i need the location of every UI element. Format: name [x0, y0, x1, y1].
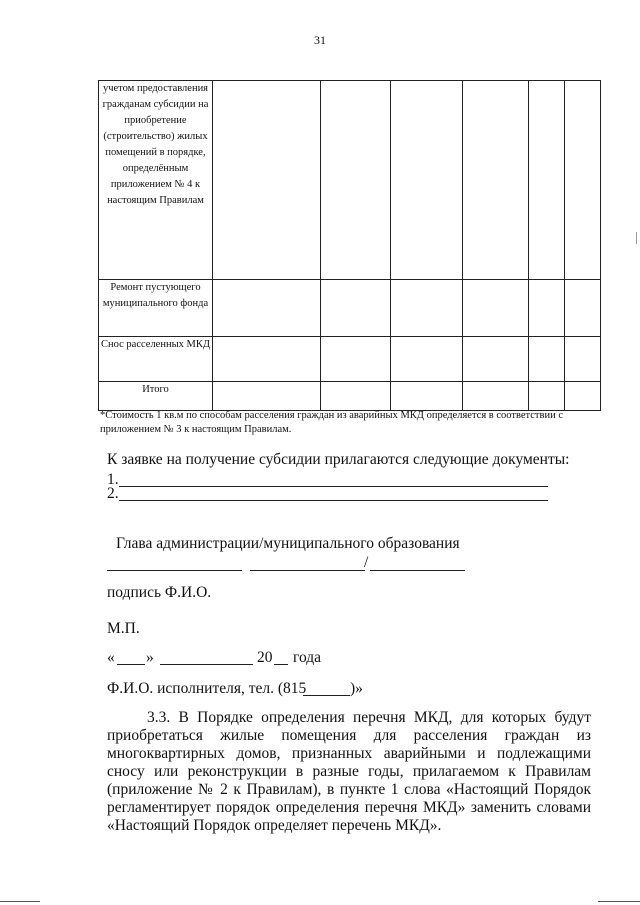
date-year-word: года	[293, 649, 322, 666]
table-cell	[391, 337, 463, 382]
table-cell	[463, 382, 529, 411]
date-month-blank	[160, 664, 253, 665]
table-row	[99, 382, 601, 411]
row-label: Ремонт пустующего муниципального фонда	[99, 280, 213, 337]
executor-phone-blank	[303, 695, 350, 696]
scan-artifact	[598, 901, 640, 902]
table-row	[99, 81, 601, 280]
row-label: Итого	[99, 382, 213, 411]
date-close-quote: »	[146, 649, 154, 666]
attachment-fill-line	[119, 486, 548, 487]
attachments-intro: К заявке на получение субсидии прилагаются следующие документы:	[107, 451, 570, 468]
table-cell	[213, 81, 321, 280]
signature-blank	[250, 570, 365, 571]
table-cell	[463, 81, 529, 280]
page-number: 31	[314, 33, 326, 47]
date-year-blank	[274, 664, 288, 665]
table-cell	[565, 337, 601, 382]
table-cell	[321, 280, 391, 337]
table-cell	[565, 280, 601, 337]
date-open-quote: «	[107, 649, 115, 666]
table-cell	[321, 81, 391, 280]
row-label: учетом предоставления гражданам субсидии на приобретение (строительство) жилых помещений в порядке, определённым приложением № 4 к настоящим Правилам	[99, 81, 213, 280]
table-cell	[391, 81, 463, 280]
executor-close: )»	[350, 680, 363, 697]
table-cell	[213, 280, 321, 337]
table-cell	[463, 280, 529, 337]
table-cell	[213, 337, 321, 382]
stamp-place: М.П.	[107, 620, 140, 637]
table-cell	[529, 382, 565, 411]
executor-label: Ф.И.О. исполнителя, тел. (815	[107, 680, 307, 697]
scan-artifact	[0, 901, 40, 902]
footnote: *Стоимость 1 кв.м по способам расселения граждан из аварийных МКД определяется в соответствии с приложением № 3 к настоящим Правилам.	[100, 410, 563, 435]
signature-separator: /	[364, 554, 369, 571]
signature-title: Глава администрации/муниципального образования	[116, 535, 460, 552]
attachment-fill-line	[119, 500, 548, 501]
signature-caption: подпись Ф.И.О.	[107, 584, 212, 601]
table-cell	[463, 337, 529, 382]
signature-blank	[107, 570, 242, 571]
attachment-line-2	[107, 485, 119, 503]
table-cell	[321, 337, 391, 382]
scan-artifact	[636, 232, 637, 244]
signature-blank	[370, 570, 465, 571]
table-cell	[565, 81, 601, 280]
clause-3-3: 3.3. В Порядке определения перечня МКД, для которых будут приобретаться жилые помещения для расселения граждан из многоквартирных домов, признанных аварийными и подлежащими сносу или реконструкции в разные годы, прилагаемом к Правилам (приложение № 2 к Правилам), в пункте 1 слова «Настоящий Порядок регламентирует порядок определения перечня МКД» заменить словами «Настоящий Порядок определяет перечень МКД».	[107, 709, 591, 834]
attachment-number: 2.	[107, 485, 119, 502]
table-cell	[391, 382, 463, 411]
table-cell	[213, 382, 321, 411]
row-label: Снос расселенных МКД	[99, 337, 213, 382]
table-cell	[565, 382, 601, 411]
table-cell	[529, 337, 565, 382]
table-row	[99, 280, 601, 337]
table-cell	[529, 81, 565, 280]
table-cell	[391, 280, 463, 337]
resettlement-cost-table	[98, 80, 601, 411]
table-row	[99, 337, 601, 382]
table-cell	[529, 280, 565, 337]
date-day-blank	[117, 664, 145, 665]
attachment-number: 1.	[107, 471, 119, 488]
date-year-prefix: 20	[257, 649, 273, 666]
table-cell	[321, 382, 391, 411]
